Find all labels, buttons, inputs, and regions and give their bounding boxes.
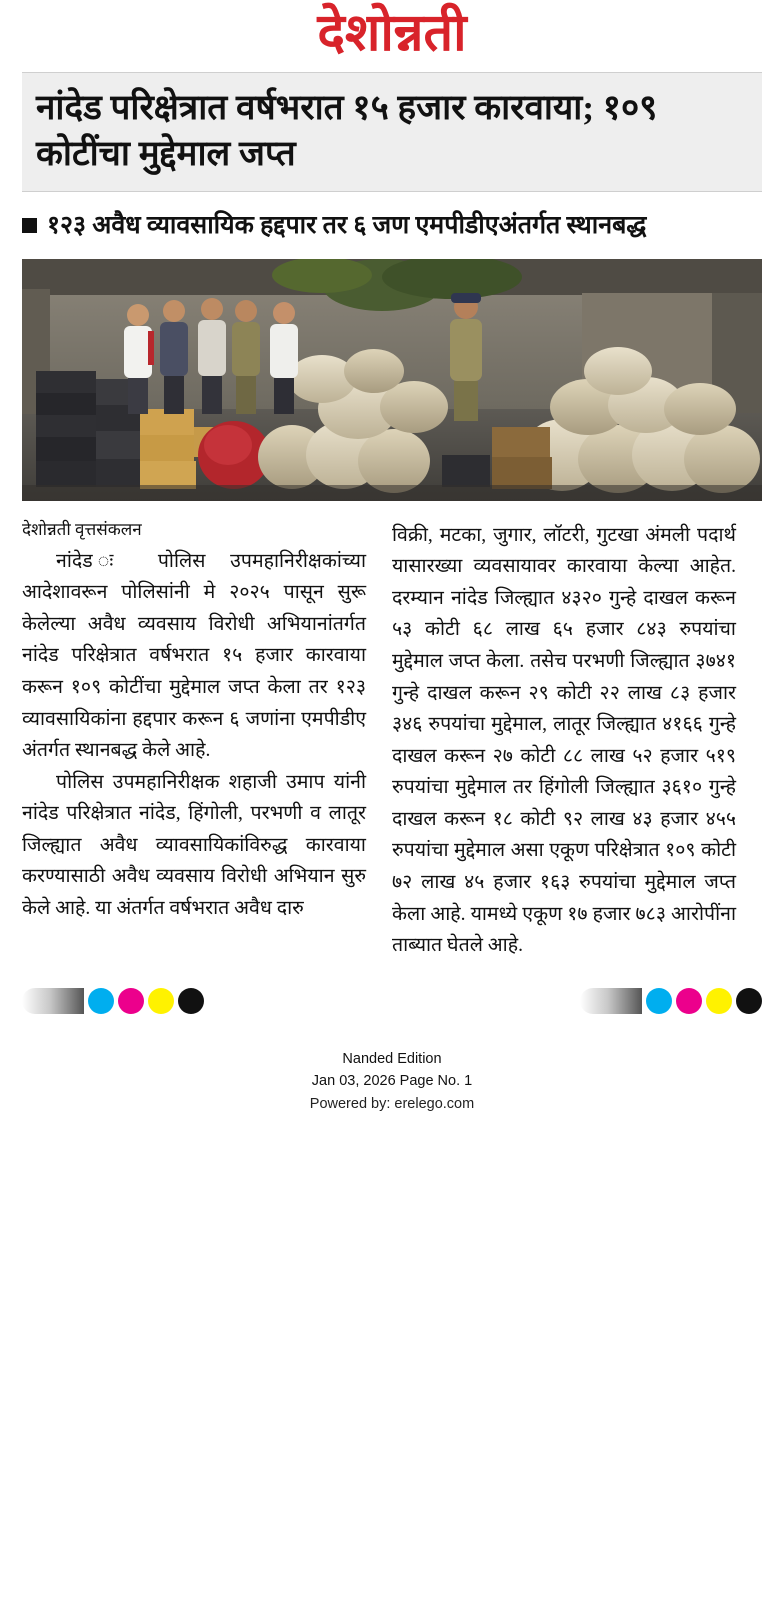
- swatch-black: [736, 988, 762, 1014]
- headline-box: [22, 72, 762, 192]
- date-page-label: Jan 03, 2026 Page No. 1: [311, 1073, 473, 1090]
- masthead: [0, 0, 784, 64]
- color-bar-left: [22, 988, 204, 1014]
- article-column-right: [392, 520, 736, 962]
- article-column-left: [22, 546, 366, 962]
- paragraph: विक्री, मटका, जुगार, लॉटरी, गुटखा अंमली पदार्थ यासारख्या व्यवसायावर कारवाया केल्या आहेत. दरम्यान नांदेड जिल्ह्यात ४३२० गुन्हे दाखल करून ५३ कोटी ६८ लाख ६५ हजार ८४३ रुपयांचा मुद्देमाल जप्त केला. तसेच परभणी जिल्ह्यात ३७४१ गुन्हे दाखल करून २९ कोटी २२ लाख ८३ हजार ३४६ रुपयांचा मुद्देमाल, लातूर जिल्ह्यात ४१६६ गुन्हे दाखल करून २७ कोटी ८८ लाख ५२ हजार ५१९ रुपयांचा मुद्देमाल तर हिंगोली जिल्ह्यात ३६१० गुन्हे दाखल करून १८ कोटी ९२ लाख ४३ हजार ४५५ रुपयांचा मुद्देमाल असा एकूण परिक्षेत्रात १०९ कोटी ७२ लाख ४५ हजार १६३ रुपयांचा मुद्देमाल जप्त केला आहे. यामध्ये एकूण १७ हजार ७८३ आरोपींना ताब्यात घेतले आहे.: [392, 524, 736, 957]
- swatch-black: [178, 988, 204, 1014]
- grayscale-gradient-bar: [580, 988, 642, 1014]
- grayscale-gradient-bar: [22, 988, 84, 1014]
- color-registration-bars: [22, 988, 762, 1014]
- subheadline-text: १२३ अवैध व्यावसायिक हद्दपार तर ६ जण एमपीडीएअंतर्गत स्थानबद्ध: [47, 212, 647, 240]
- edition-label: Nanded Edition: [342, 1050, 442, 1067]
- square-bullet-icon: [22, 218, 37, 233]
- police-seizure-photo: [22, 259, 762, 501]
- swatch-magenta: [118, 988, 144, 1014]
- swatch-magenta: [676, 988, 702, 1014]
- byline: देशोन्नती वृत्तसंकलन: [22, 519, 142, 539]
- swatch-yellow: [148, 988, 174, 1014]
- subheadline: [22, 208, 762, 244]
- newspaper-logo: देशोन्नती: [317, 5, 467, 62]
- swatch-yellow: [706, 988, 732, 1014]
- paragraph: नांदेड ः पोलिस उपमहानिरीक्षकांच्या आदेशावरून पोलिसांनी मे २०२५ पासून सुरू केलेल्या अवैध व्यवसाय विरोधी अभियानांतर्गत नांदेड परिक्षेत्रात वर्षभरात १५ हजार कारवाया करून १०९ कोटींचा मुद्देमाल जप्त केला तर १२३ व्यावसायिकांना हद्दपार करून ६ जणांना एमपीडीए अंतर्गत स्थानबद्ध केले आहे.: [22, 550, 366, 762]
- paragraph: पोलिस उपमहानिरीक्षक शहाजी उमाप यांनी नांदेड परिक्षेत्रात नांदेड, हिंगोली, परभणी व लातूर जिल्ह्यात अवैध व्यावसायिकांविरुद्ध कारवाया करण्यासाठी अवैध व्यवसाय विरोधी अभियान सुरु केले आहे. या अंतर्गत वर्षभरात अवैध दारु: [22, 771, 366, 919]
- photo-container: [22, 259, 762, 501]
- page-title: नांदेड परिक्षेत्रात वर्षभरात १५ हजार कारवाया; १०९ कोटींचा मुद्देमाल जप्त: [36, 88, 658, 174]
- powered-by-label: Powered by: erelego.com: [309, 1095, 475, 1112]
- color-bar-right: [580, 988, 762, 1014]
- swatch-cyan: [88, 988, 114, 1014]
- swatch-cyan: [646, 988, 672, 1014]
- page-footer: [0, 1048, 784, 1127]
